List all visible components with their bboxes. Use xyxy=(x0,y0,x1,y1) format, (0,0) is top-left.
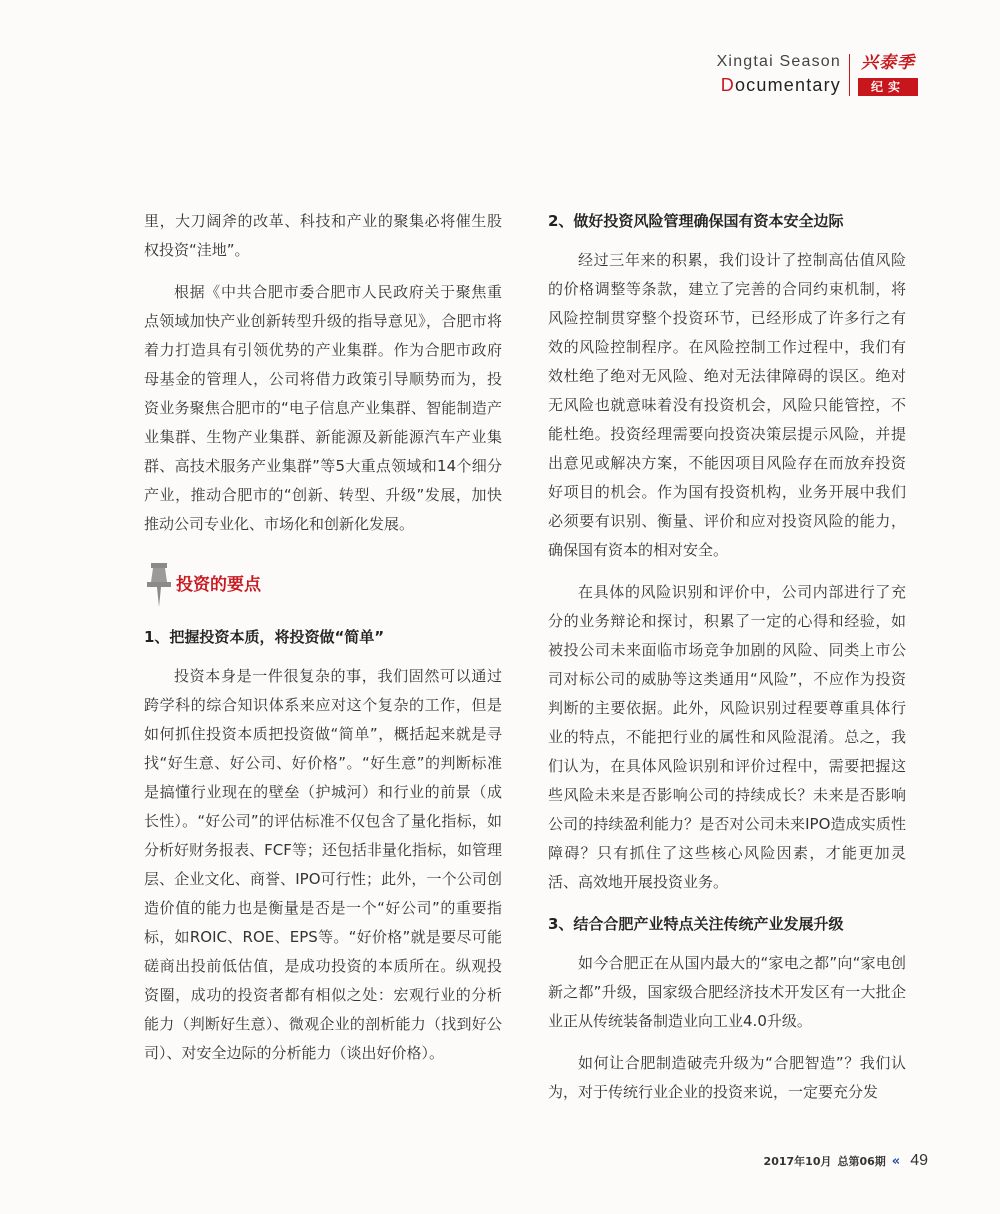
paragraph: 根据《中共合肥市委合肥市人民政府关于聚焦重点领域加快产业创新转型升级的指导意见》，合肥市将着力打造具有引领优势的产业集群。作为合肥市政府母基金的管理人，公司将借力政策引导顺势而为，投资业务聚焦合肥市的“电子信息产业集群、智能制造产业集群、生物产业集群、新能源及新能源汽车产业集群、高技术服务产业集群”等5大重点领域和14个细分产业，推动合肥市的“创新、转型、升级”发展，加快推动公司专业化、市场化和创新化发展。 xyxy=(144,283,502,533)
double-arrow-left-icon: « xyxy=(891,1154,901,1169)
subheading: 1、把握投资本质，将投资做“简单” xyxy=(144,628,385,646)
paragraph: 里，大刀阔斧的改革、科技和产业的聚集必将催生股权投资“洼地”。 xyxy=(144,212,502,259)
page-footer xyxy=(764,1152,928,1170)
paragraph: 经过三年来的积累，我们设计了控制高估值风险的价格调整等条款，建立了完善的合同约束机制，将风险控制贯穿整个投资环节，已经形成了许多行之有效的风险控制程序。在风险控制工作过程中，我们有效杜绝了绝对无风险、绝对无法律障碍的误区。绝对无风险也就意味着没有投资机会，风险只能管控，不能杜绝。投资经理需要向投资决策层提示风险，并提出意见或解决方案，不能因项目风险存在而放弃投资好项目的机会。作为国有投资机构，业务开展中我们必须要有识别、衡量、评价和应对投资风险的能力，确保国有资本的相对安全。 xyxy=(548,251,906,559)
left-column xyxy=(144,207,502,1081)
paragraph: 如何让合肥制造破壳升级为“合肥智造”？我们认为，对于传统行业企业的投资来说，一定要充分发 xyxy=(548,1054,906,1101)
paragraph: 如今合肥正在从国内最大的“家电之都”向“家电创新之都”升级，国家级合肥经济技术开发区有一大批企业正从传统装备制造业向工业4.0升级。 xyxy=(548,954,906,1030)
paragraph: 在具体的风险识别和评价中，公司内部进行了充分的业务辩论和探讨，积累了一定的心得和经验，如被投公司未来面临市场竞争加剧的风险、同类上市公司对标公司的威胁等这类通用“风险”，不应作为投资判断的主要依据。此外，风险识别过程要尊重具体行业的特点，不能把行业的属性和风险混淆。总之，我们认为，在具体风险识别和评价过程中，需要把握这些风险未来是否影响公司的持续成长？未来是否影响公司的持续盈利能力？是否对公司未来IPO造成实质性障碍？只有抓住了这些核心风险因素，才能更加灵活、高效地开展投资业务。 xyxy=(548,583,906,891)
pushpin-icon xyxy=(144,561,174,609)
page-header xyxy=(717,52,918,98)
section-heading xyxy=(144,561,502,609)
subheading: 3、结合合肥产业特点关注传统产业发展升级 xyxy=(548,915,844,933)
header-section-initial: D xyxy=(720,75,735,95)
issue-date: 2017年10月 xyxy=(763,1155,832,1168)
right-column xyxy=(548,207,906,1120)
issue-number: 总第06期 xyxy=(837,1155,886,1168)
paragraph: 投资本身是一件很复杂的事，我们固然可以通过跨学科的综合知识体系来应对这个复杂的工作，但是如何抓住投资本质把投资做“简单”，概括起来就是寻找“好生意、好公司、好价格”。“好生意”的判断标准是搞懂行业现在的壁垒（护城河）和行业的前景（成长性）。“好公司”的评估标准不仅包含了量化指标，如分析好财务报表、FCF等；还包括非量化指标，如管理层、企业文化、商誉、IPO可行性；此外，一个公司创造价值的能力也是衡量是否是一个“好公司”的重要指标，如ROIC、ROE、EPS等。“好价格”就是要尽可能磋商出投前低估值，是成功投资的本质所在。纵观投资圈，成功的投资者都有相似之处：宏观行业的分析能力（判断好生意）、微观企业的剖析能力（找到好公司）、对安全边际的分析能力（谈出好价格）。 xyxy=(144,667,502,1062)
header-english-title xyxy=(717,52,849,98)
header-section-rest: ocumentary xyxy=(734,75,841,95)
header-section-tag: 纪实 xyxy=(858,78,918,96)
subheading: 2、做好投资风险管理确保国有资本安全边际 xyxy=(548,212,844,230)
header-logo xyxy=(850,52,918,98)
page-number: 49 xyxy=(910,1152,928,1169)
header-brand-logo: 兴泰季 xyxy=(861,53,915,73)
header-section-name xyxy=(717,72,841,98)
section-title: 投资的要点 xyxy=(176,574,261,595)
header-magazine-name: Xingtai Season xyxy=(716,53,841,70)
